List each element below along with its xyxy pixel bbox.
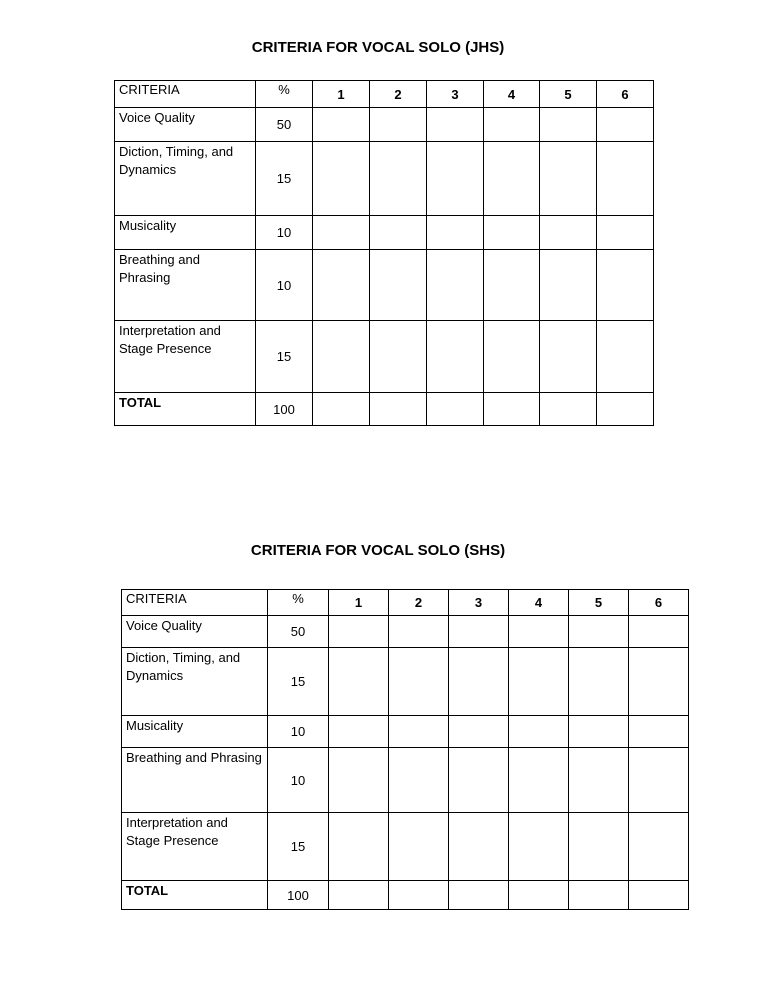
criteria-label: Interpretation and Stage Presence (122, 813, 268, 881)
score-cell (427, 321, 484, 393)
score-cell (449, 648, 509, 716)
table-row (122, 616, 689, 648)
criteria-label: Interpretation and Stage Presence (115, 321, 256, 393)
criteria-label: Musicality (115, 216, 256, 250)
score-cell (569, 813, 629, 881)
score-cell (427, 216, 484, 250)
percent-header: % (256, 81, 313, 108)
judge-header-3: 3 (449, 590, 509, 616)
criteria-percent: 15 (268, 648, 329, 716)
criteria-percent: 10 (256, 216, 313, 250)
score-cell (509, 813, 569, 881)
score-cell (509, 716, 569, 748)
score-cell (329, 616, 389, 648)
criteria-label: Voice Quality (122, 616, 268, 648)
score-cell (540, 393, 597, 426)
score-cell (313, 216, 370, 250)
score-cell (449, 881, 509, 910)
score-cell (329, 716, 389, 748)
criteria-percent: 15 (256, 321, 313, 393)
score-cell (509, 648, 569, 716)
score-cell (370, 321, 427, 393)
score-cell (313, 393, 370, 426)
score-cell (629, 881, 689, 910)
table-row (122, 716, 689, 748)
criteria-header: CRITERIA (115, 81, 256, 108)
score-cell (597, 108, 654, 142)
score-cell (629, 748, 689, 813)
criteria-percent: 10 (268, 716, 329, 748)
score-cell (509, 748, 569, 813)
score-cell (313, 142, 370, 216)
total-percent: 100 (256, 393, 313, 426)
criteria-label: Breathing and Phrasing (115, 250, 256, 321)
judge-header-1: 1 (313, 81, 370, 108)
criteria-percent: 15 (256, 142, 313, 216)
score-cell (629, 648, 689, 716)
header-row (115, 81, 654, 108)
criteria-percent: 10 (256, 250, 313, 321)
judge-header-6: 6 (629, 590, 689, 616)
criteria-label: Voice Quality (115, 108, 256, 142)
score-cell (484, 250, 540, 321)
score-cell (597, 216, 654, 250)
judge-header-2: 2 (389, 590, 449, 616)
score-cell (449, 616, 509, 648)
table-row (115, 108, 654, 142)
score-cell (540, 250, 597, 321)
score-cell (370, 216, 427, 250)
score-cell (427, 250, 484, 321)
judge-header-6: 6 (597, 81, 654, 108)
judge-header-4: 4 (484, 81, 540, 108)
table-row (115, 142, 654, 216)
judge-header-2: 2 (370, 81, 427, 108)
score-cell (597, 142, 654, 216)
total-label: TOTAL (122, 881, 268, 910)
score-cell (509, 616, 569, 648)
judge-header-4: 4 (509, 590, 569, 616)
score-cell (540, 108, 597, 142)
score-cell (597, 250, 654, 321)
table-row (115, 321, 654, 393)
score-cell (370, 142, 427, 216)
section-title-jhs: CRITERIA FOR VOCAL SOLO (JHS) (251, 39, 505, 56)
total-percent: 100 (268, 881, 329, 910)
total-label: TOTAL (115, 393, 256, 426)
score-cell (427, 393, 484, 426)
table-row (122, 748, 689, 813)
criteria-percent: 10 (268, 748, 329, 813)
score-cell (329, 648, 389, 716)
score-cell (370, 393, 427, 426)
table-row (122, 813, 689, 881)
score-cell (449, 748, 509, 813)
score-cell (389, 748, 449, 813)
score-cell (449, 716, 509, 748)
score-cell (313, 250, 370, 321)
judge-header-5: 5 (569, 590, 629, 616)
score-cell (389, 813, 449, 881)
score-cell (569, 748, 629, 813)
judge-header-3: 3 (427, 81, 484, 108)
table-row (122, 648, 689, 716)
score-cell (629, 813, 689, 881)
score-cell (427, 108, 484, 142)
score-cell (484, 108, 540, 142)
score-cell (329, 813, 389, 881)
table-row (115, 250, 654, 321)
score-cell (389, 616, 449, 648)
score-cell (427, 142, 484, 216)
score-cell (313, 108, 370, 142)
score-cell (597, 321, 654, 393)
total-row (115, 393, 654, 426)
score-cell (540, 321, 597, 393)
score-cell (569, 881, 629, 910)
criteria-table-jhs (114, 80, 654, 426)
score-cell (389, 716, 449, 748)
score-cell (597, 393, 654, 426)
score-cell (484, 393, 540, 426)
criteria-label: Diction, Timing, and Dynamics (115, 142, 256, 216)
score-cell (329, 748, 389, 813)
score-cell (389, 648, 449, 716)
criteria-percent: 15 (268, 813, 329, 881)
judge-header-1: 1 (329, 590, 389, 616)
table-row (115, 216, 654, 250)
score-cell (329, 881, 389, 910)
score-cell (540, 142, 597, 216)
header-row (122, 590, 689, 616)
score-cell (509, 881, 569, 910)
criteria-label: Breathing and Phrasing (122, 748, 268, 813)
score-cell (629, 716, 689, 748)
score-cell (484, 321, 540, 393)
criteria-percent: 50 (256, 108, 313, 142)
score-cell (370, 108, 427, 142)
total-row (122, 881, 689, 910)
criteria-table-shs (121, 589, 689, 910)
score-cell (484, 216, 540, 250)
criteria-label: Diction, Timing, and Dynamics (122, 648, 268, 716)
score-cell (370, 250, 427, 321)
criteria-label: Musicality (122, 716, 268, 748)
score-cell (629, 616, 689, 648)
score-cell (569, 716, 629, 748)
score-cell (449, 813, 509, 881)
judge-header-5: 5 (540, 81, 597, 108)
criteria-percent: 50 (268, 616, 329, 648)
section-title-shs: CRITERIA FOR VOCAL SOLO (SHS) (250, 542, 506, 559)
score-cell (569, 648, 629, 716)
score-cell (540, 216, 597, 250)
score-cell (569, 616, 629, 648)
score-cell (313, 321, 370, 393)
percent-header: % (268, 590, 329, 616)
criteria-header: CRITERIA (122, 590, 268, 616)
score-cell (484, 142, 540, 216)
score-cell (389, 881, 449, 910)
